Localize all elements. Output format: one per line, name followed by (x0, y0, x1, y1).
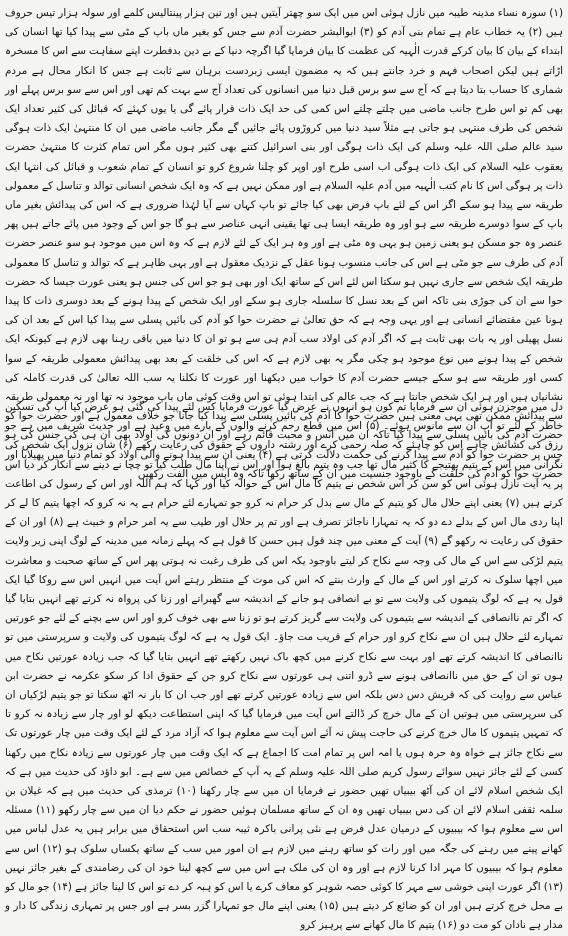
paragraph-divider (0, 391, 568, 392)
footnote-paragraph-1: (۱) سورہ نساء مدینہ طیبہ میں نازل ہوئی اس میں ایک سو چھتر آیتیں ہیں اور تین ہزار پینتالیس کلمے اور سولہ ہزار تیس حروف ہیں (۲) یہ خطاب عام ہے تمام بنی آدم کو (۳) ابوالبشر حضرت آدم سے جس کو بغیر ماں باپ کے مٹی سے پیدا کیا تھا انسان کی ابتداء کے بیان کا بیان کرکے قدرت الٰہیہ کی عظمت کا بیان فرمایا گیا اگرچہ دنیا کے بے دین بدفطرت اپنے سفاہت سے اس کا مسخرہ اڑاتے ہیں لیکن اصحاب فہم و خرد جانتے ہیں کہ یہ مضمون ایسی زبردست برہان سے ثابت ہے جس کا انکار محال ہے مردم شماری کا حساب بتا دیتا ہے کہ آج سے سو برس قبل دنیا میں انسانوں کی تعداد آج سے بہت کم تھی اور اس سے سو برس پہلے اور بھی کم تو اس طرح جانب ماضی میں چلتے چلتے اس کمی کی حد ایک ذات قرار پائے گی یا یوں کہئے کہ قبائل کی کثیر تعداد ایک شخص کی طرف منتہی ہو جاتی ہے مثلاً سید دنیا میں کروڑوں پائے جائیں گے مگر جانب ماضی میں ان کا منتہیٰ ایک ذات ہوگی سید عالم صلی اللہ علیہ وسلم کی ایک ذات ہوگی اور بنی اسرائیل کتنے بھی کثیر ہوں مگر اس تمام کثرت کا منتہیٰ حضرت یعقوب علیہ السلام کی ایک ذات ہوگی اب اسی طرح اور اوپر کو چلنا شروع کرو تو انسان کے تمام شعوب و قبائل کی انتہا ایک ذات پر ہوگی اس کا نام کتب الٰہیہ میں آدم علیہ السلام ہے اور ممکن نہیں ہے کہ وہ ایک شخص انسانی توالد و تناسل کے معمولی طریقہ سے پیدا ہو سکے اگر اس کے لئے باپ فرض بھی کیا جائے تو باپ کہاں سے آیا لہٰذا ضروری ہے کہ اس کی پیدائش بغیر ماں باپ کے سوا دوسرے طریقہ سے ہو اور وہ طریقہ ایسا ہی تھا یقینی انہی عناصر سے ہو گا جو اس کے وجود میں پائے جاتے ہیں پھر عنصر وہ جو مسکن ہو یعنی زمین ہو یہی وہ مٹی ہے اور وہ ہر ایک کے لئے لازم ہے کہ وہ اس میں موجود ہو سو عنصر حضرت آدم کی طرف سے جو مٹی ہے اس کی جانب منسوب ہونا عقل کے نزدیک معقول ہے اور یہی ظاہر ہے کہ توالد و تناسل کا معمولی طریقہ ایک شخص سے جاری نہیں ہو سکتا اس لئے اس کے ساتھ ایک اور بھی ہو جو اس کی جنس ہو یعنی عورت جیسا کہ حضرت حوا سے ان کی جوڑی بنی تاکہ اس کے بعد نسل کا سلسلہ جاری ہو سکے اور ایک شخص کے پیدا ہونے کے بعد دوسری ذات کا پیدا ہونا عین مقتضائے انسانی ہے اور یہی وجہ ہے کہ حق تعالیٰ نے حضرت حوا کو آدم کی بائیں پسلی سے پیدا کیا اس کے بعد ان کی نسل پھیلی اور یہ بات بھی ثابت ہے کہ اگر آدم کی اولاد سب آدم ہی سے ہو تو ان کا دنیا میں باقی رہنا بھی لازم ہے کیونکہ ایک شخص کے پیدا ہونے میں نوع موجود ہو چکی مگر یہ بھی لازم ہے کہ اس کی خلقت کے بعد بھی پیدائش معمولی طریقہ کے سوا کسی اور طریقہ سے ہو سکے جیسے حضرت آدم کا خواب میں دیکھنا اور عورت کا نکلنا یہ سب اللہ تعالیٰ کی قدرت کاملہ کی نشانیاں ہیں اور ہر ایک شخص جانتا ہے کہ جب عالم کی ابتدا ہوئی تو اس وقت کوئی ماں باپ موجود نہ تھا اور نہ معمولی طریقہ سے پیدائش ممکن تھی یہی معنی ہیں حضرت حوا کا آدم کی بائیں پسلی سے پیدا کیا جانا جو خلاف معمول ہے اور حضرت حوا کو حضرت آدم کی بائیں پسلی سے پیدا کیا تاکہ ان میں انس و محبت قائم رہے اور ان دونوں کی اولاد بھی ان ہی کی جنس کی ہو جس پر حضرت حوا کو آدم سے پیدا کرنے کی حکمت دلالت کرتی ہے (۴) یعنی ان سے پیدا ہونے والی اولاد کو تمام دنیا میں پھیلایا اور حضرت حوا کو آدم کی خلقت کے باوجود جنسیت میں ان کے ساتھ رکھا تاکہ وہ آپس میں الفت رکھیں (5, 7, 563, 480)
footnote-paragraph-2: دل میں موجزن ہوئی ان سے فرمایا تم کون ہو انہوں نے عرض کیا عورت فرمایا کس لئے پیدا کی گئی ہو عرض کیا آپ کی تسکین خاطر کے لئے تو آپ ان سے مانوس ہوئے۔ (۵) اس میں قطع رحم کرنے والوں کے بارے میں وعید ہے اور حدیث شریف میں ہے جو رزق کی کشائش چاہے اس کو چاہئے کہ صلہ رحمی کرے اور رشتہ داروں کے حقوق کی رعایت رکھے (۶) شان نزول ایک شخص کی نگرانی میں اس کے یتیم بھتیجے کا کثیر مال تھا جب وہ یتیم بالغ ہوا اور اس نے اپنا مال طلب کیا تو چچا نے دینے سے انکار کر دیا اس پر یہ آیت نازل ہوئی اس کو سن کر اس شخص نے یتیم کا مال اس کے حوالہ کیا اور کہا کہ ہم اللہ اور اس کے رسول کی اطاعت کرتے ہیں (۷) یعنی اپنے حلال مال کو یتیم کے مال سے بدل کر حرام نہ کرو جو تمہارے لئے حرام ہے یہ نہ کرو کہ اچھا یتیم کا لے کر اپنا ردی مال اس کے بدلے دے دو کہ یہ تمہارا ناجائز تصرف ہے اور تم پر حلال اور طیب سے یہ امر حرام و خبیث ہے (۸) اور ان کے حقوق کی رعایت نہ رکھو گے (۹) آیت کے معنی میں چند قول ہیں حسن کا قول ہے کہ پہلے زمانہ میں مدینہ کے لوگ اپنی زیر ولایت یتیم لڑکی سے اس کے مال کی وجہ سے نکاح کر لیتے باوجود یکہ اس کی طرف رغبت نہ ہوتی پھر اس کے ساتھ صحبت و معاشرت میں اچھا سلوک نہ کرتے اور اس کے مال کے وارث بنتے کہ اس کی موت کے منتظر رہتے اس آیت میں انہیں اس سے روکا گیا ایک قول یہ ہے کہ لوگ یتیموں کی ولایت سے تو بے انصافی ہو جانے کے اندیشہ سے گھبراتے اور زنا کی پرواہ نہ کرتے تھے انہیں بتایا گیا کہ اگر تم ناانصافی کے اندیشہ سے یتیموں کی ولایت سے گریز کرتے ہو تو زنا سے بھی خوف کرو اور اس سے بچنے کے لئے جو عورتیں تمہارے لئے حلال ہیں ان سے نکاح کرو اور حرام کے قریب مت جاؤ۔ ایک قول یہ ہے کہ لوگ یتیموں کی ولایت و سرپرستی میں تو ناانصافی کا اندیشہ کرتے تھے اور بہت سے نکاح کرنے میں کچھ باک نہیں رکھتے تھے انہیں بتایا گیا کہ جب زیادہ عورتیں نکاح میں ہوں تو ان کے حق میں ناانصافی ہونے سے ڈرو اتنی ہی عورتوں سے نکاح کرو جن کے حقوق ادا کر سکو عکرمہ نے حضرت ابن عباس سے روایت کی کہ قریش دس دس بلکہ اس سے زیادہ عورتیں کرتے تھے اور جب ان کا بار نہ اٹھ سکتا تو جو یتیم لڑکیاں ان کی سرپرستی میں ہوتیں ان کے مال خرچ کر ڈالتے اس آیت میں فرمایا گیا کہ اپنی استطاعت دیکھ لو اور چار سے زیادہ نہ کرو تا کہ تمہیں یتیموں کا مال خرچ کرنے کی حاجت پیش نہ آئے اس آیت سے معلوم ہوا کہ آزاد مرد کے لئے ایک وقت میں چار عورتوں تک سے نکاح جائز ہے خواہ وہ حرہ ہوں یا امہ اس پر تمام امت کا اجماع ہے کہ ایک وقت میں چار عورتوں سے زیادہ نکاح میں رکھنا کسی کے لئے جائز نہیں سوائے رسول کریم صلی اللہ علیہ وسلم کے یہ آپ کے خصائص میں سے ہے۔ ابو داؤد کی حدیث میں ہے کہ ایک شخص اسلام لائے ان کی آٹھ بیبیاں تھیں حضور نے فرمایا ان میں سے چار رکھنا (۱۰) ترمذی کی حدیث میں ہے کہ غیلان بن سلمہ ثقفی اسلام لائے ان کی دس بیبیاں تھیں وہ ان کے ساتھ مسلمان ہوئیں حضور نے حکم دیا ان میں سے چار رکھو (۱۱) مسئلہ اس سے معلوم ہوا کہ بیبیوں کے درمیان عدل فرض ہے نئی پرانی باکرہ ثیبہ سب اس استحقاق میں برابر ہیں یہ عدل لباس میں کھانے پینے میں رہنے کی جگہ میں اور رات کو ساتھ رہنے میں لازم ہے ان امور میں سب کے ساتھ یکساں سلوک ہو (۱۲) اس سے معلوم ہوا کہ بیبیوں کا مہر ادا کرنا لازم ہے اور وہ ان کی ملک ہے اس میں سے کچھ لینا خود ان کی رضامندی کے بغیر جائز نہیں (۱۳) اگر عورت اپنی خوشی سے مہر کا کوئی حصہ شوہر کو معاف کرے یا اس کو ہبہ کر دے تو اس کا لینا جائز ہے (۱۴) جو مال کو بے محل خرچ کرتے ہیں اور ان کو ضائع کر دیتے ہیں (۱۵) یعنی اپنے مال جو تمہارا گزر بسر ہے اور جس پر تمہاری زندگی کا دار و مدار ہے نادان کو مت دو (۱۶) یتیم کا مال کھانے سے پرہیز کرو (5, 401, 564, 932)
